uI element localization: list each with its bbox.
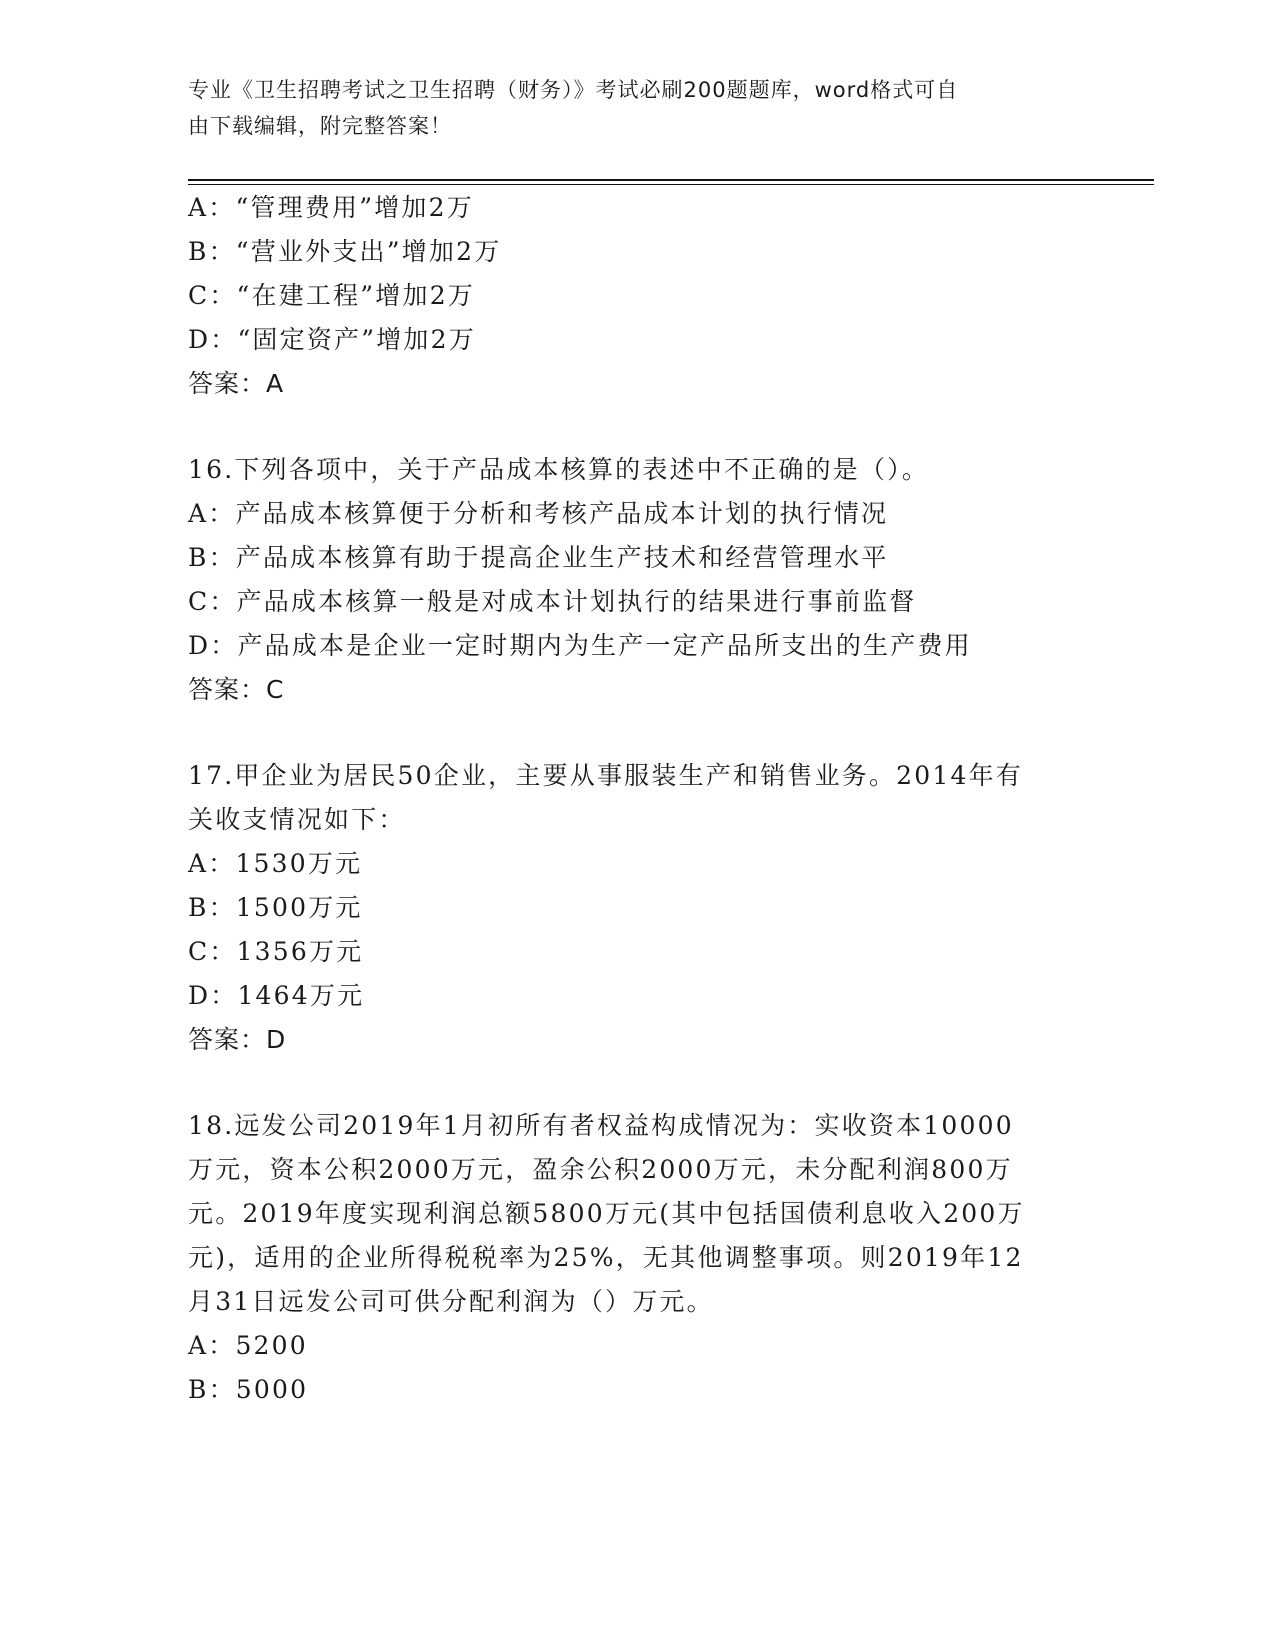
- q16-option-c: C：产品成本核算一般是对成本计划执行的结果进行事前监督: [188, 587, 917, 616]
- q18-option-b: B：5000: [188, 1375, 309, 1404]
- header-line-1: 专业《卫生招聘考试之卫生招聘（财务）》考试必刷200题题库，word格式可自: [188, 78, 959, 102]
- q16-option-d: D：产品成本是企业一定时期内为生产一定产品所支出的生产费用: [188, 631, 972, 660]
- q18-stem-line-1: 18.远发公司2019年1月初所有者权益构成情况为：实收资本10000: [188, 1111, 1014, 1140]
- q17-stem-line-2: 关收支情况如下：: [188, 805, 406, 834]
- q15-option-d: D：“固定资产”增加2万: [188, 325, 476, 354]
- q17-option-d: D：1464万元: [188, 981, 365, 1010]
- q16-stem: 16.下列各项中，关于产品成本核算的表述中不正确的是（）。: [188, 455, 930, 484]
- q17-stem-line-1: 17.甲企业为居民50企业，主要从事服装生产和销售业务。2014年有: [188, 761, 1023, 790]
- q18-stem-line-5: 月31日远发公司可供分配利润为（）万元。: [188, 1287, 714, 1316]
- q15-option-a: A：“管理费用”增加2万: [188, 193, 474, 222]
- q18-option-a: A：5200: [188, 1331, 308, 1360]
- q17-answer: 答案：D: [188, 1025, 287, 1054]
- header-divider-thin: [188, 184, 1154, 185]
- document-header: [188, 72, 1068, 144]
- q16-option-b: B：产品成本核算有助于提高企业生产技术和经营管理水平: [188, 543, 889, 572]
- q15-answer: 答案：A: [188, 369, 285, 398]
- q15-option-c: C：“在建工程”增加2万: [188, 281, 475, 310]
- header-line-2: 由下载编辑，附完整答案！: [188, 114, 452, 138]
- q18-stem-line-3: 元。2019年度实现利润总额5800万元(其中包括国债利息收入200万: [188, 1199, 1025, 1228]
- q17-option-c: C：1356万元: [188, 937, 364, 966]
- q15-option-b: B：“营业外支出”增加2万: [188, 237, 502, 266]
- q18-stem-line-4: 元)，适用的企业所得税税率为25%，无其他调整事项。则2019年12: [188, 1243, 1024, 1272]
- q17-option-b: B：1500万元: [188, 893, 363, 922]
- q16-option-a: A：产品成本核算便于分析和考核产品成本计划的执行情况: [188, 499, 889, 528]
- q16-answer: 答案：C: [188, 675, 285, 704]
- q18-stem-line-2: 万元，资本公积2000万元，盈余公积2000万元，未分配利润800万: [188, 1155, 1013, 1184]
- q17-option-a: A：1530万元: [188, 849, 363, 878]
- header-divider-thick: [188, 179, 1154, 181]
